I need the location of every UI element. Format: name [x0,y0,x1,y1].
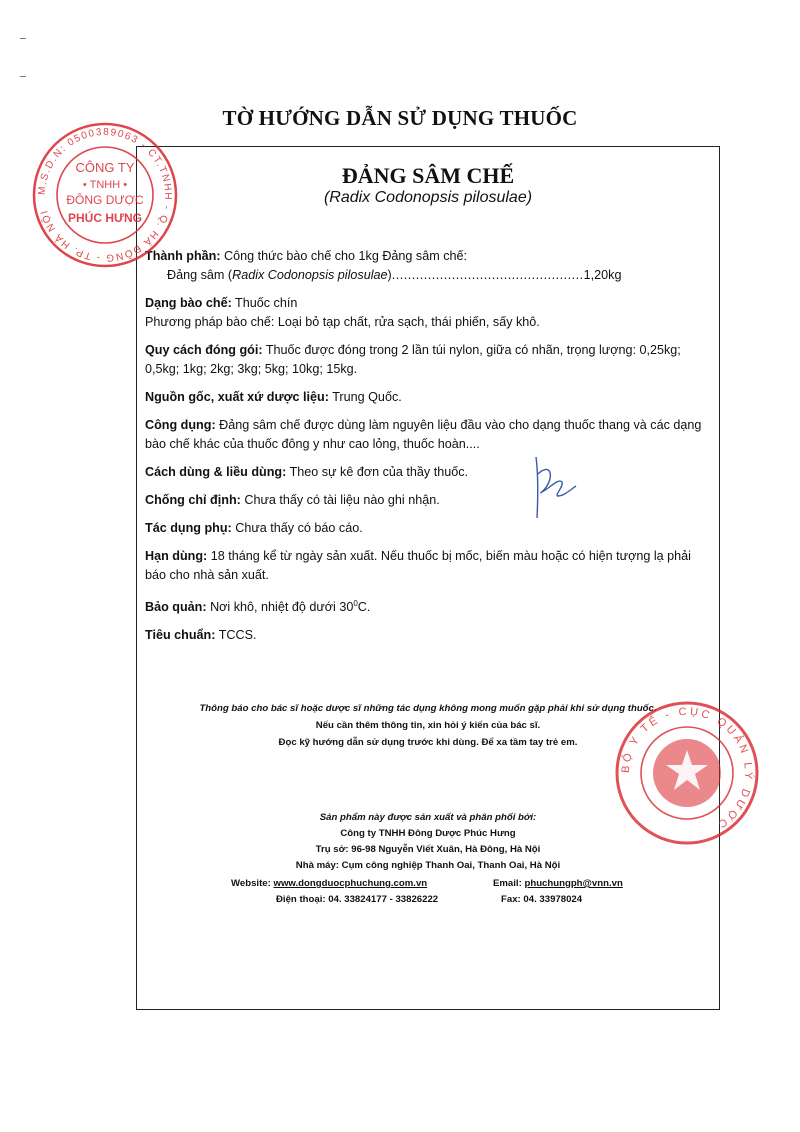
section-label: Công dụng: [145,418,216,432]
stamp-line: ĐÔNG DƯỢC [66,193,144,207]
section-label: Chống chỉ định: [145,493,241,507]
section-text: Trung Quốc. [328,390,402,404]
section-label: Dạng bào chế: [145,296,232,310]
ministry-stamp [612,698,762,848]
producer-intro: Sản phẩm này được sản xuất và phân phối bởi: [319,812,537,823]
producer-hq: Trụ sở: 96-98 Nguyễn Viết Xuân, Hà Đông, Hà Nội [315,844,541,855]
section-label: Tác dụng phụ: [145,521,232,535]
stamp-line: PHÚC HƯNG [68,211,142,225]
degree-sup: 0 [353,599,358,608]
section-dosage-form [145,294,713,332]
composition-item [145,266,713,285]
contact-right [493,876,623,908]
item-latin: Radix Codonopsis pilosulae [232,268,388,282]
section-dosage [145,463,713,482]
stamp-line: CÔNG TY [75,160,135,175]
producer-company: Công ty TNHH Đông Dược Phúc Hưng [340,828,516,839]
section-side-effects [145,519,713,538]
section-standard [145,626,713,645]
item-name: Đảng sâm ( [167,268,233,282]
item-dots: ................................................ [391,268,584,282]
notice-line: Thông báo cho bác sĩ hoặc dược sĩ những tác dụng không mong muốn gặp phải khi sử dụng thuốc. [199,703,657,714]
phone-text: Điện thoại: 04. 33824177 - 33826222 [276,894,439,905]
section-text: Nơi khô, nhiệt độ dưới 30 [206,600,354,615]
stamp-ring-text: BỘ Y TẾ - CỤC QUẢN LÝ DƯỢC [619,705,755,832]
item-quantity: 1,20kg [583,268,622,282]
content-frame [136,146,720,1010]
section-label: Thành phần: [145,249,221,263]
section-label: Hạn dùng: [145,549,208,563]
drug-latin-name: (Radix Codonopsis pilosulae) [323,189,533,206]
email-label: Email: [493,878,525,889]
section-label: Nguồn gốc, xuất xứ dược liệu: [145,390,329,404]
margin-mark [20,38,26,39]
stamp-line: • TNHH • [82,179,128,191]
info-sections [145,247,713,654]
email-link[interactable]: phuchungph@vnn.vn [524,878,623,889]
section-text: Chưa thấy có báo cáo. [231,521,363,535]
contact-left [231,876,438,908]
section-text: Chưa thấy có tài liệu nào ghi nhận. [240,493,440,507]
stamp-ring-text: M.S.D.N: 0500389063 - CT.TNHH - Q. HÀ ĐÔNG - TP. HÀ NỘI [36,126,174,264]
website-label: Website: [231,878,274,889]
fax-text: Fax: 04. 33978024 [501,894,583,905]
signature-icon [528,452,588,522]
section-label: Cách dùng & liều dùng: [145,465,287,479]
notice-line: Đọc kỹ hướng dẫn sử dụng trước khi dùng. Để xa tầm tay trẻ em. [278,737,578,748]
ministry-stamp-icon [612,698,762,848]
section-text: Thuốc chín [231,296,298,310]
section-text: Theo sự kê đơn của thầy thuốc. [286,465,469,479]
temp-unit: C. [357,600,371,615]
company-stamp-icon [30,120,180,270]
company-stamp [30,120,180,270]
margin-mark [20,76,26,77]
preparation-method: Phương pháp bào chế: Loại bỏ tạp chất, rửa sạch, thái phiến, sấy khô. [145,315,540,329]
section-text: TCCS. [215,628,257,643]
section-label: Bảo quản: [145,600,207,615]
section-composition [145,247,713,285]
section-text: Thuốc được đóng trong 2 lần túi nylon, giữa có nhãn, trọng lượng: 0,25kg; 0,5kg; 1kg; 2kg; 3kg; 5kg; 10kg; 15kg. [145,343,681,376]
website-link[interactable]: www.dongduocphuchung.com.vn [273,878,428,889]
section-origin [145,388,713,407]
section-text: 18 tháng kể từ ngày sản xuất. Nếu thuốc bị mốc, biến màu hoặc có hiện tượng lạ phải báo cho nhà sản xuất. [145,549,691,582]
section-label: Tiêu chuẩn: [145,628,216,643]
producer-factory: Nhà máy: Cụm công nghiệp Thanh Oai, Thanh Oai, Hà Nội [295,860,561,871]
section-storage [145,594,713,617]
section-contraindications [145,491,713,510]
section-expiry [145,547,713,585]
drug-name: ĐẢNG SÂM CHẾ [341,163,515,188]
section-label: Quy cách đóng gói: [145,343,263,357]
section-text: Đảng sâm chế được dùng làm nguyên liệu đầu vào cho dạng thuốc thang và các dạng bào chế khác của thuốc đông y như cao lỏng, thuốc hoàn.... [145,418,702,451]
section-text: Công thức bào chế cho 1kg Đảng sâm chế: [220,249,468,263]
item-close: ) [387,268,392,282]
section-uses [145,416,713,454]
notice-line: Nếu cần thêm thông tin, xin hỏi ý kiến của bác sĩ. [315,720,541,731]
page-title: TỜ HƯỚNG DẪN SỬ DỤNG THUỐC [222,106,578,130]
section-packaging [145,341,713,379]
signature [528,452,588,527]
